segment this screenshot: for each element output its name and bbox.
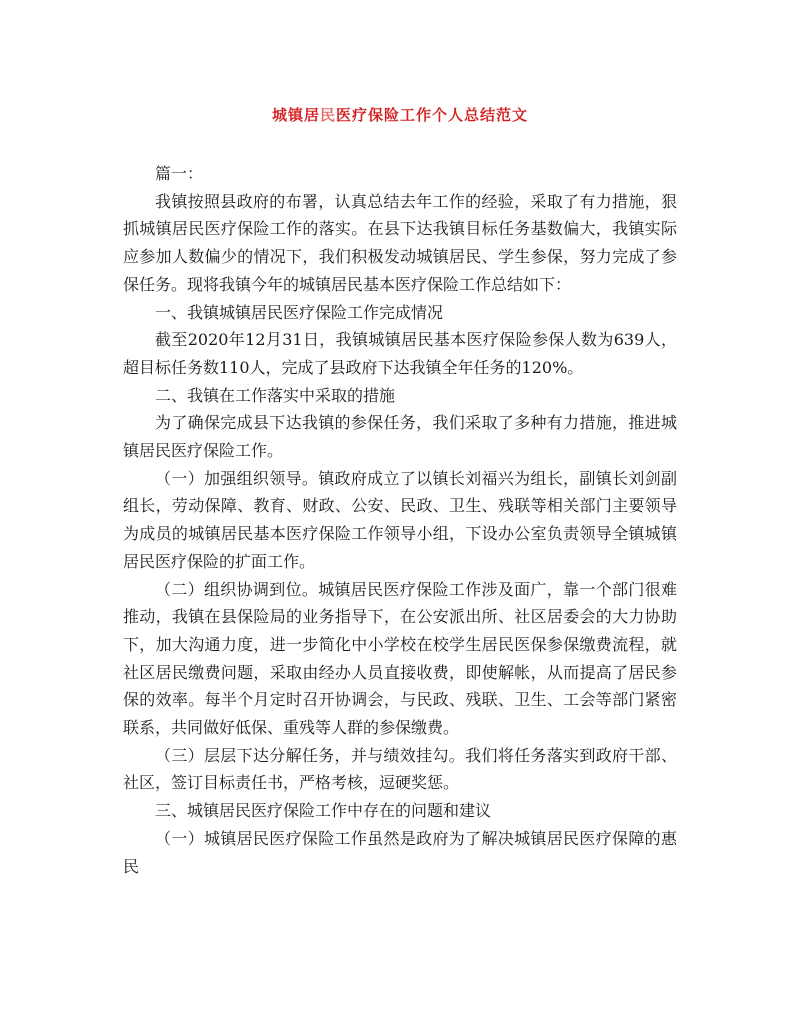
document-title	[0, 103, 800, 127]
paragraph-measures-intro: 为了确保完成县下达我镇的参保任务，我们采取了多种有力措施，推进城镇居民医疗保险工作。	[123, 413, 677, 461]
title-text-highlight: 民	[319, 106, 336, 124]
title-text-part1: 城镇居	[271, 106, 320, 124]
heading-section-3: 三、城镇居民医疗保险工作中存在的问题和建议	[155, 801, 492, 821]
heading-section-2: 二、我镇在工作落实中采取的措施	[155, 385, 396, 405]
paragraph-completion: 截至2020年12月31日，我镇城镇居民基本医疗保险参保人数为639人，超目标任务数110人，完成了县政府下达我镇全年任务的120%。	[123, 330, 677, 377]
paragraph-measure-2: （二）组织协调到位。城镇居民医疗保险工作涉及面广，靠一个部门很难推动，我镇在县保险局的业务指导下，在公安派出所、社区居委会的大力协助下，加大沟通力度，进一步简化中小学校在校学生居民医保参保缴费流程，就社区居民缴费问题，采取由经办人员直接收费，即使解帐，从而提高了居民参保的效率。每半个月定时召开协调会，与民政、残联、卫生、工会等部门紧密联系，共同做好低保、重残等人群的参保缴费。	[123, 579, 677, 738]
paragraph-intro: 我镇按照县政府的布署，认真总结去年工作的经验，采取了有力措施，狠抓城镇居民医疗保险工作的落实。在县下达我镇目标任务基数偏大，我镇实际应参加人数偏少的情况下，我们积极发动城镇居民、学生参保，努力完成了参保任务。现将我镇今年的城镇居民基本医疗保险工作总结如下：	[123, 191, 677, 294]
document-body	[123, 160, 677, 880]
paragraph-issue-1: （一）城镇居民医疗保险工作虽然是政府为了解决城镇居民医疗保障的惠民	[123, 828, 677, 876]
title-text-part3: 医疗保险工作个人总结范文	[336, 106, 529, 124]
paragraph-measure-3: （三）层层下达分解任务，并与绩效挂勾。我们将任务落实到政府干部、社区，签订目标责任书，严格考核，逗硬奖惩。	[123, 745, 677, 793]
paragraph-measure-1: （一）加强组织领导。镇政府成立了以镇长刘福兴为组长，副镇长刘剑副组长，劳动保障、教育、财政、公安、民政、卫生、残联等相关部门主要领导为成员的城镇居民基本医疗保险工作领导小组，下设办公室负责领导全镇城镇居民医疗保险的扩面工作。	[123, 468, 677, 571]
paragraph-section-label: 篇一：	[155, 164, 204, 183]
heading-section-1: 一、我镇城镇居民医疗保险工作完成情况	[155, 302, 444, 322]
